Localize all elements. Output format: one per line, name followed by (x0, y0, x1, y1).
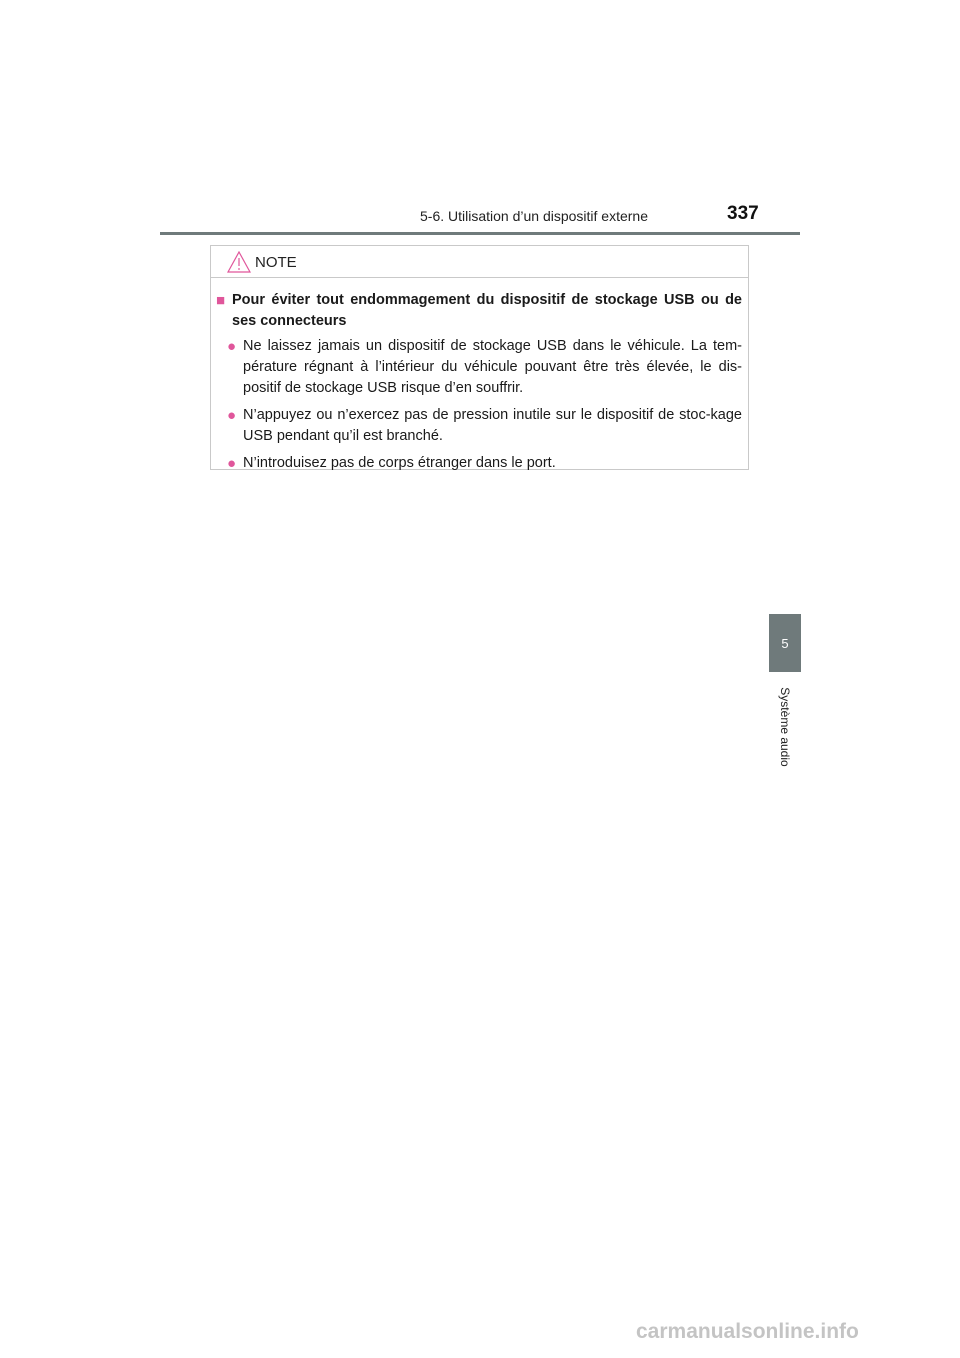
list-item-text: Ne laissez jamais un dispositif de stockage USB dans le véhicule. La tem-pérature régnant à l’intérieur du véhicule pouvant être très élevée, le dis-positif de stockage USB risque d’en souffrir. (243, 338, 742, 396)
round-bullet-icon: ● (227, 455, 237, 472)
chapter-tab (769, 614, 801, 672)
list-item (227, 405, 742, 447)
round-bullet-icon: ● (227, 407, 237, 424)
warning-triangle-icon (227, 251, 251, 273)
header-divider (160, 232, 800, 235)
note-header (211, 246, 748, 278)
chapter-label: Système audio (778, 687, 792, 767)
list-item-text: N’appuyez ou n’exercez pas de pression inutile sur le dispositif de stoc-kage USB pendant qu’il est branché. (243, 407, 742, 444)
note-title-text: Pour éviter tout endommagement du dispositif de stockage USB ou de ses connecteurs (232, 292, 742, 329)
note-body (211, 278, 748, 474)
section-header: 5-6. Utilisation d’un dispositif externe (420, 208, 649, 224)
chapter-number: 5 (781, 635, 789, 651)
list-item-text: N’introduisez pas de corps étranger dans le port. (243, 455, 556, 471)
list-item (227, 336, 742, 399)
round-bullet-icon: ● (227, 338, 237, 355)
note-box (210, 245, 749, 470)
page-number: 337 (727, 203, 759, 224)
square-bullet-icon: ■ (216, 292, 226, 309)
list-item (227, 453, 742, 474)
note-label: NOTE (255, 254, 297, 271)
note-section-title (216, 290, 742, 332)
watermark: carmanualsonline.info (636, 1320, 859, 1343)
